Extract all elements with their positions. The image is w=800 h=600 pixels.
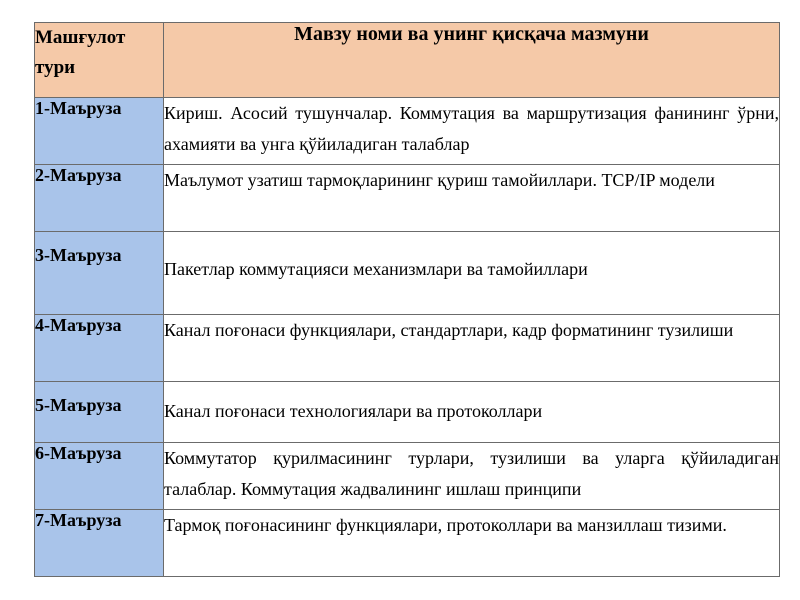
lecture-label: 4-Маъруза [35,315,164,382]
table-row [35,443,780,510]
table-row [35,315,780,382]
lecture-topic: Канал поғонаси функциялари, стандартлари, кадр форматининг тузилиши [164,315,780,382]
lecture-topic: Тармоқ поғонасининг функциялари, протоколлари ва манзиллаш тизими. [164,510,780,577]
header-topic: Мавзу номи ва унинг қисқача мазмуни [164,23,780,98]
lecture-label: 6-Маъруза [35,443,164,510]
lecture-topic: Канал поғонаси технологиялари ва протоколлари [164,382,780,443]
table-header-row [35,23,780,98]
lecture-topic: Маълумот узатиш тармоқларининг қуриш тамойиллари. TCP/IP модели [164,165,780,232]
table-row [35,98,780,165]
lecture-label: 5-Маъруза [35,382,164,443]
lecture-label: 2-Маъруза [35,165,164,232]
lecture-label: 7-Маъруза [35,510,164,577]
lecture-topic: Кириш. Асосий тушунчалар. Коммутация ва маршрутизация фанининг ўрни, ахамияти ва унга қўйиладиган талаблар [164,98,780,165]
table-row [35,510,780,577]
table-row [35,382,780,443]
lecture-topic: Пакетлар коммутацияси механизмлари ва тамойиллари [164,232,780,315]
header-type: Машғулот тури [35,23,164,98]
lecture-table [34,22,780,577]
table-row [35,165,780,232]
lecture-label: 1-Маъруза [35,98,164,165]
lecture-label: 3-Маъруза [35,232,164,315]
table-row [35,232,780,315]
lecture-topic: Коммутатор қурилмасининг турлари, тузилиши ва уларга қўйиладиган талаблар. Коммутация жадвалининг ишлаш принципи [164,443,780,510]
